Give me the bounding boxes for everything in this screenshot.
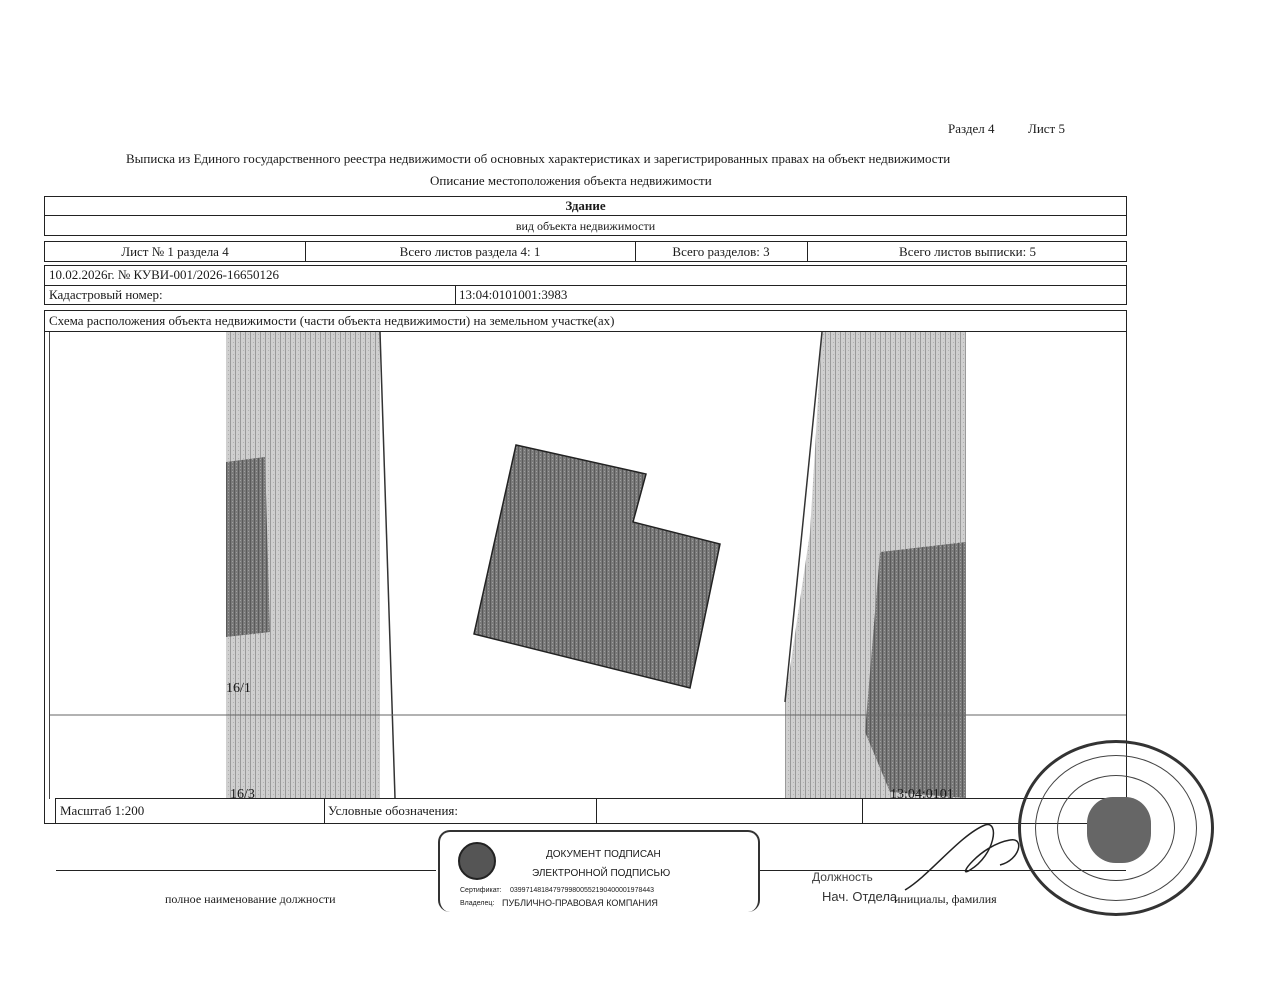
initials-caption: инициалы, фамилия <box>894 892 997 906</box>
cadastral-value: 13:04:0101001:3983 <box>459 287 568 302</box>
map-svg <box>50 332 1126 798</box>
position-stamp: Должность <box>812 870 873 884</box>
cert-value: 0399714818479799800552190400001978443 <box>510 887 655 894</box>
owner-value: ПУБЛИЧНО-ПРАВОВАЯ КОМПАНИЯ <box>502 898 658 908</box>
record-date-number: 10.02.2026г. № КУВИ-001/2026-16650126 <box>49 267 279 282</box>
stamp-line-1: ДОКУМЕНТ ПОДПИСАН <box>546 849 661 860</box>
e-signature-stamp <box>438 830 760 912</box>
object-type-box <box>44 196 1127 236</box>
scheme-box <box>44 310 1127 824</box>
stamp-emblem-icon <box>458 842 496 880</box>
cadastral-label: Кадастровый номер: <box>49 287 163 302</box>
sheet-label: Лист 5 <box>1028 121 1065 136</box>
seal-emblem-icon <box>1087 797 1151 863</box>
document-title: Выписка из Единого государственного реестра недвижимости об основных характеристиках и зарегистрированных правах на объект недвижимости <box>126 151 951 166</box>
scheme-map <box>49 332 1126 799</box>
record-box <box>44 265 1127 305</box>
total-sheets-section: Всего листов раздела 4: 1 <box>399 243 541 259</box>
cert-label: Сертификат: <box>460 887 502 894</box>
building-footprint <box>474 445 720 688</box>
total-sections: Всего разделов: 3 <box>672 243 770 259</box>
sheet-of-section: Лист № 1 раздела 4 <box>121 243 229 259</box>
scale-label: Масштаб 1:200 <box>60 803 145 818</box>
position-value: Нач. Отдела <box>822 889 898 904</box>
label-16-3: 16/3 <box>230 787 255 799</box>
left-dark-area <box>226 457 270 637</box>
right-dark-area <box>865 542 966 798</box>
owner-label: Владелец: <box>460 900 495 907</box>
section-label: Раздел 4 <box>948 121 995 136</box>
stamp-line-2: ЭЛЕКТРОННОЙ ПОДПИСЬЮ <box>532 868 671 879</box>
scheme-title: Схема расположения объекта недвижимости (части объекта недвижимости) на земельном участке(ах) <box>49 313 615 328</box>
label-16-1: 16/1 <box>226 681 251 696</box>
object-type-caption: вид объекта недвижимости <box>515 219 656 233</box>
object-type: Здание <box>565 198 606 213</box>
label-parcel-right: 13:04:0101 <box>890 787 954 799</box>
total-sheets-extract: Всего листов выписки: 5 <box>899 243 1036 259</box>
position-caption: полное наименование должности <box>165 892 336 906</box>
document-subtitle: Описание местоположения объекта недвижимости <box>430 173 712 188</box>
legend-label: Условные обозначения: <box>328 803 459 818</box>
sheet-info-row <box>44 241 1127 262</box>
signature-line-left <box>56 870 436 871</box>
official-seal <box>1018 740 1214 916</box>
